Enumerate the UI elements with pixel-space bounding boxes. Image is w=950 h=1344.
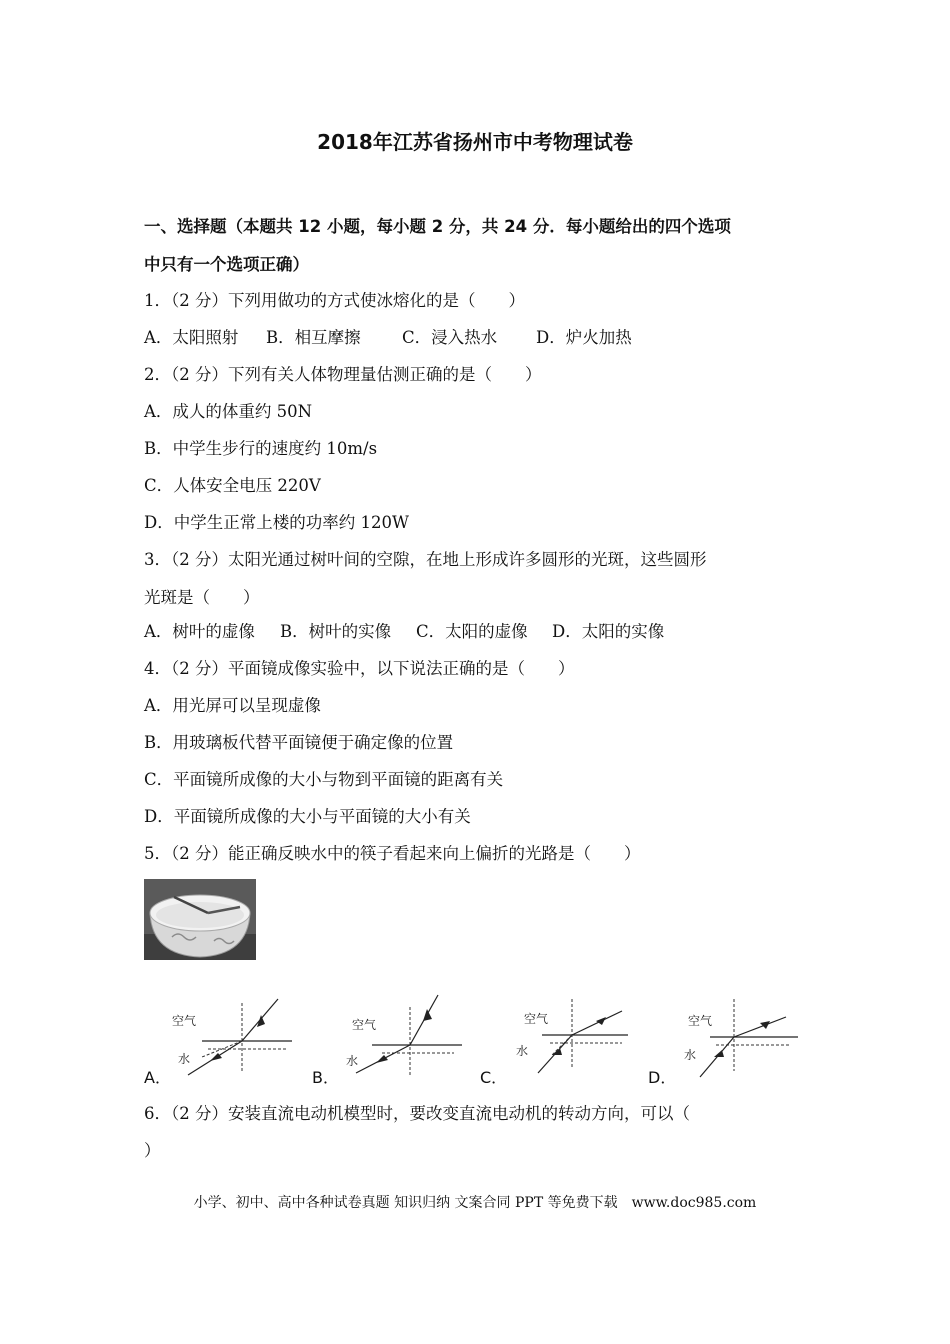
option-a: A．用光屏可以呈现虚像 (144, 696, 321, 715)
figure-option-d (648, 993, 808, 1087)
option-d: D．中学生正常上楼的功率约 120W (144, 513, 409, 532)
question-2-stem: 2．（2 分）下列有关人体物理量估测正确的是（ ） (144, 365, 542, 384)
page-title: 2018年江苏省扬州市中考物理试卷 (317, 130, 633, 154)
option-label: A． (144, 1068, 171, 1087)
water-label: 水 (346, 1054, 359, 1068)
option-d: D．太阳的实像 (552, 622, 665, 641)
air-label: 空气 (172, 1014, 197, 1028)
water-label: 水 (516, 1044, 529, 1058)
question-3-options (144, 621, 664, 643)
option-b: B．中学生步行的速度约 10m/s (144, 439, 378, 458)
air-label: 空气 (524, 1012, 549, 1026)
chopstick-bowl-photo (144, 879, 256, 960)
option-a: A．太阳照射 (144, 328, 239, 347)
question-3-stem-cont: 光斑是（ ） (144, 588, 260, 607)
page-footer: 小学、初中、高中各种试卷真题 知识归纳 文案合同 PPT 等免费下载 www.doc985.com (193, 1195, 757, 1211)
option-label: D． (648, 1068, 677, 1087)
air-label: 空气 (688, 1014, 713, 1028)
question-1-stem: 1．（2 分）下列用做功的方式使冰熔化的是（ ） (144, 291, 525, 310)
figure-option-c (480, 993, 640, 1087)
section-heading: 一、选择题（本题共 12 小题，每小题 2 分，共 24 分．每小题给出的四个选项 (144, 217, 731, 236)
option-d: D．炉火加热 (536, 328, 632, 347)
question-5-stem: 5．（2 分）能正确反映水中的筷子看起来向上偏折的光路是（ ） (144, 844, 641, 863)
option-label: C． (480, 1068, 508, 1087)
figure-option-a (144, 993, 304, 1087)
option-a: A．树叶的虚像 (144, 622, 255, 641)
option-b: B．用玻璃板代替平面镜便于确定像的位置 (144, 733, 454, 752)
figure-option-b (312, 993, 472, 1087)
question-6-stem-cont: ） (144, 1141, 161, 1160)
question-3-stem: 3．（2 分）太阳光通过树叶间的空隙，在地上形成许多圆形的光斑，这些圆形 (144, 550, 707, 569)
option-c: C．太阳的虚像 (416, 622, 528, 641)
option-c: C．浸入热水 (402, 328, 498, 347)
question-6-stem: 6．（2 分）安装直流电动机模型时，要改变直流电动机的转动方向，可以（ (144, 1104, 690, 1123)
option-c: C．平面镜所成像的大小与物到平面镜的距离有关 (144, 770, 504, 789)
option-label: B． (312, 1068, 339, 1087)
air-label: 空气 (352, 1018, 377, 1032)
question-4-stem: 4．（2 分）平面镜成像实验中，以下说法正确的是（ ） (144, 659, 575, 678)
option-a: A．成人的体重约 50N (144, 402, 313, 421)
option-b: B．相互摩擦 (266, 328, 361, 347)
option-c: C．人体安全电压 220V (144, 476, 321, 495)
section-heading-cont: 中只有一个选项正确） (144, 255, 309, 274)
question-1-options (144, 327, 632, 349)
option-b: B．树叶的实像 (280, 622, 392, 641)
water-label: 水 (684, 1048, 697, 1062)
option-d: D．平面镜所成像的大小与平面镜的大小有关 (144, 807, 471, 826)
water-label: 水 (178, 1052, 191, 1066)
